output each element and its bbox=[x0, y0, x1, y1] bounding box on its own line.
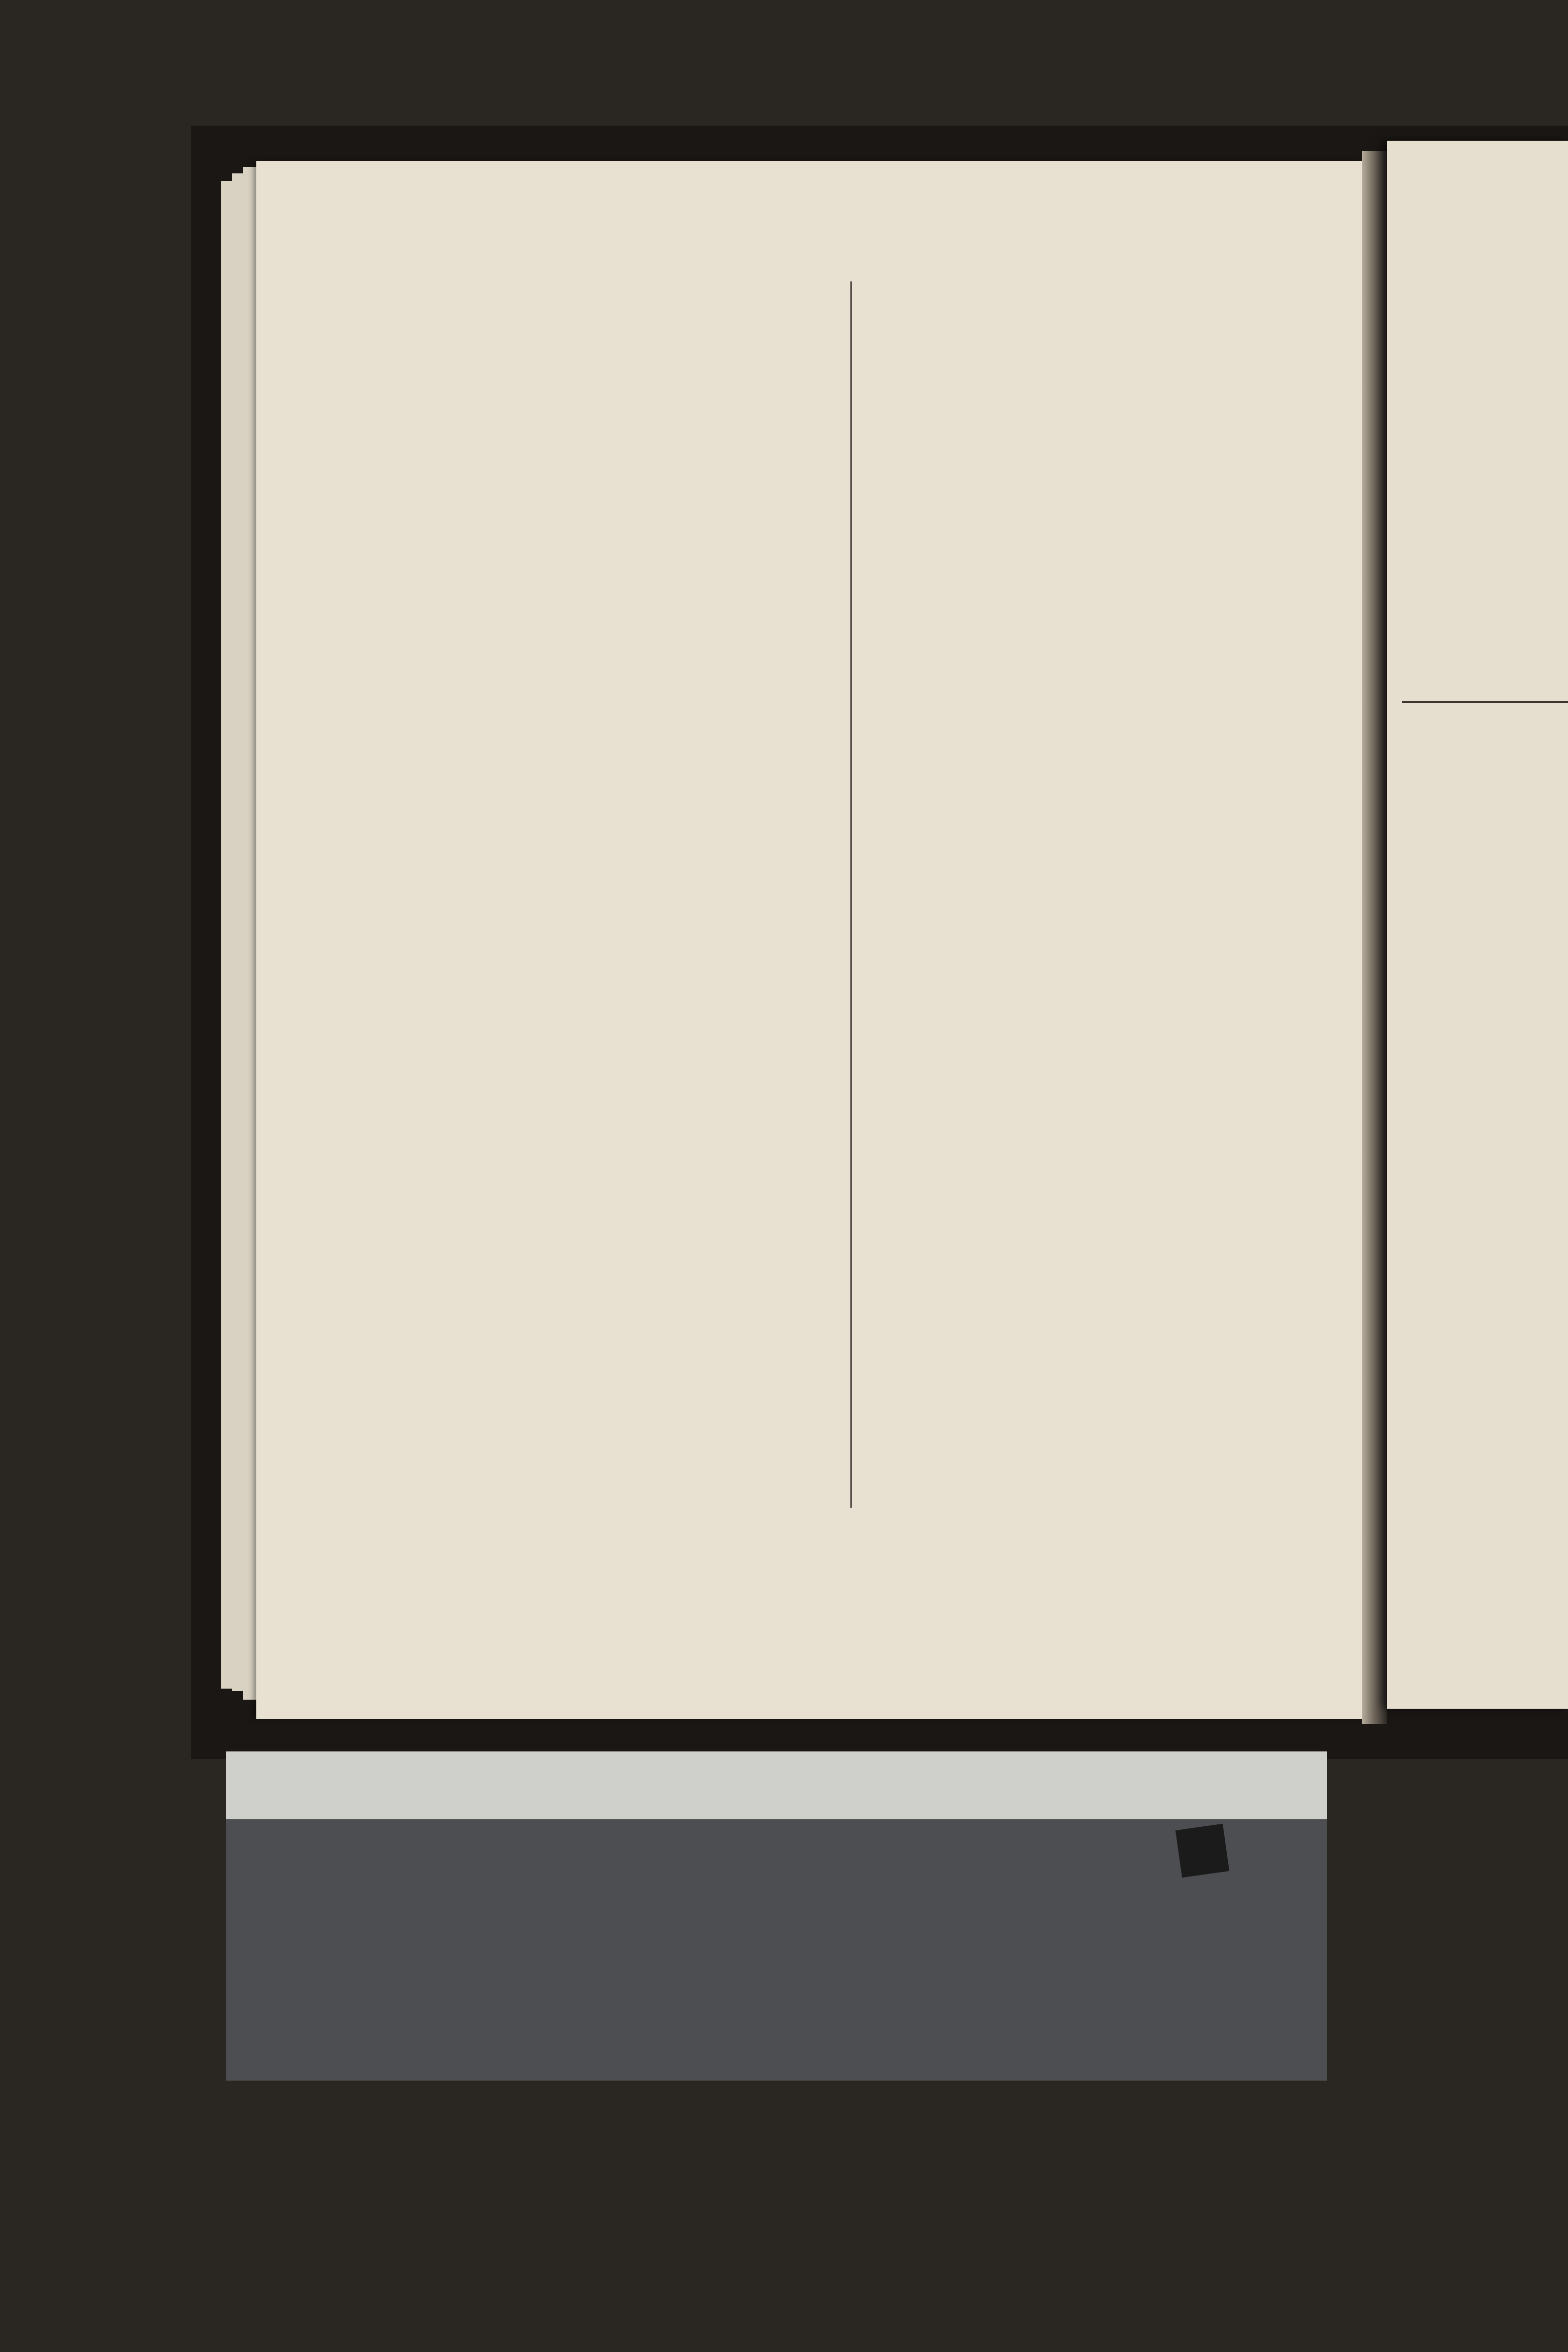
ruler bbox=[226, 1751, 1327, 1819]
brand-logo bbox=[1175, 1824, 1229, 1878]
left-page bbox=[256, 161, 1362, 1719]
left-column bbox=[374, 281, 827, 292]
right-page bbox=[1387, 141, 1568, 1709]
book-gutter bbox=[1362, 151, 1387, 1724]
column-divider bbox=[850, 281, 852, 1508]
colour-chart bbox=[226, 1751, 1327, 2081]
ruler-scale bbox=[226, 1751, 1327, 1819]
heading-rule bbox=[1402, 701, 1568, 703]
